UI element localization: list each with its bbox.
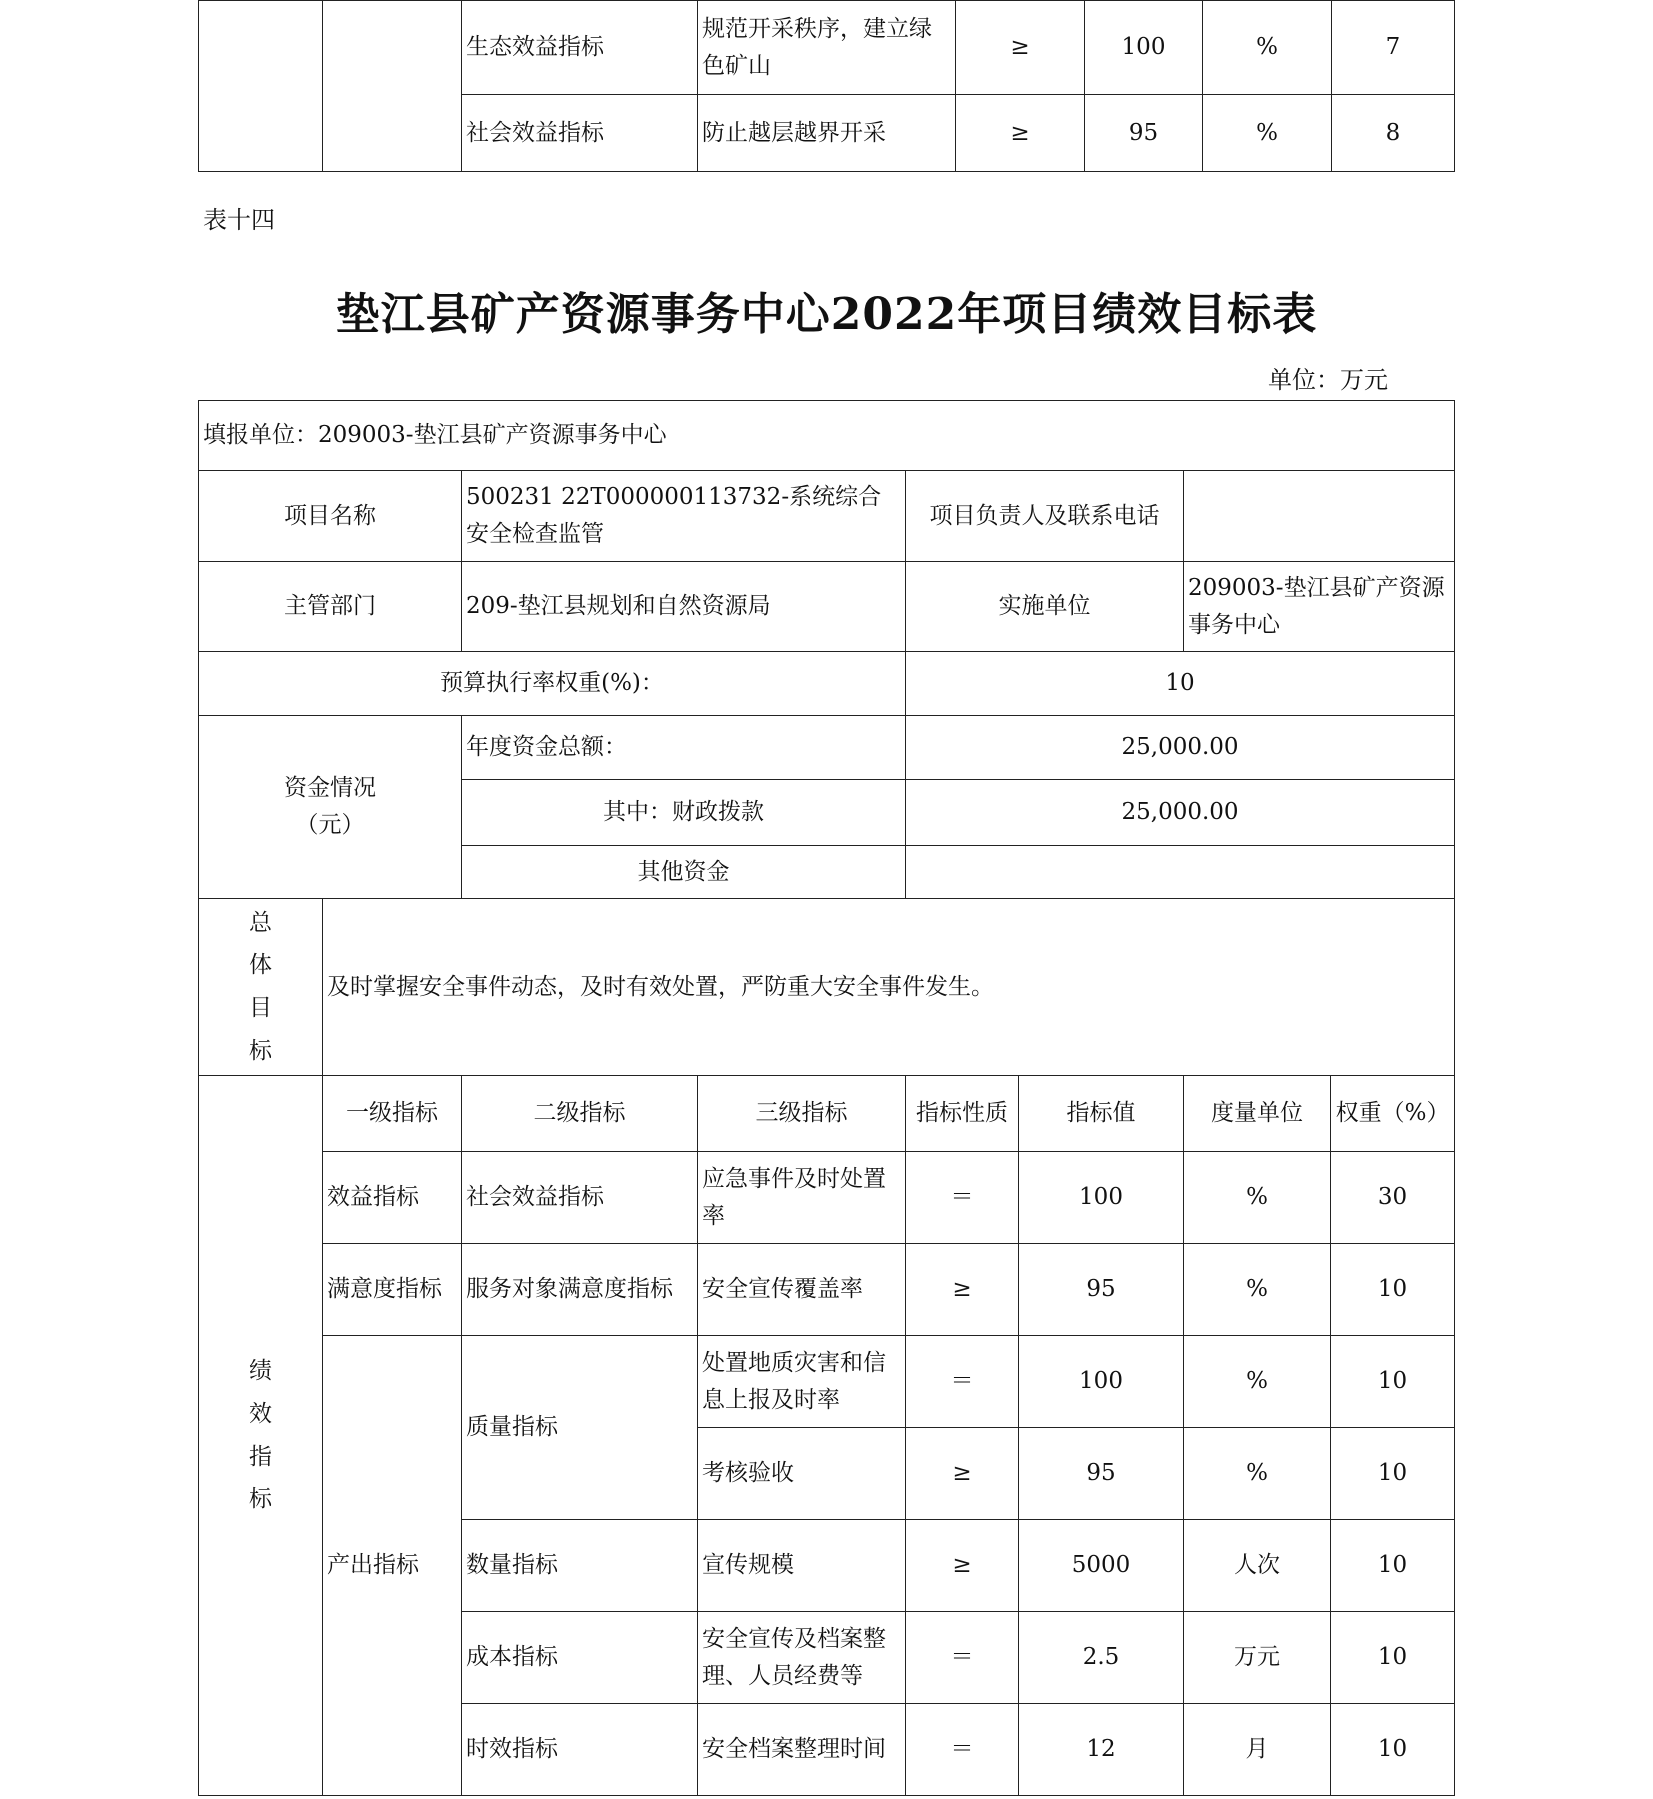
header-level2: 二级指标 bbox=[462, 1076, 698, 1152]
table-row bbox=[199, 899, 1455, 1076]
weight-cell: 30 bbox=[1331, 1152, 1455, 1244]
impl-value: 209003-垫江县矿产资源事务中心 bbox=[1184, 562, 1455, 652]
project-name-label: 项目名称 bbox=[199, 471, 462, 562]
budget-rate-value: 10 bbox=[906, 652, 1455, 716]
fiscal-funds-label: 其中：财政拨款 bbox=[462, 780, 906, 846]
nature-cell: ≥ bbox=[956, 1, 1085, 95]
unit-cell: 人次 bbox=[1184, 1520, 1331, 1612]
empty-cell bbox=[323, 1, 462, 172]
weight-cell: 10 bbox=[1331, 1428, 1455, 1520]
header-unit: 度量单位 bbox=[1184, 1076, 1331, 1152]
level1-cell: 满意度指标 bbox=[323, 1244, 462, 1336]
weight-cell: 10 bbox=[1331, 1336, 1455, 1428]
weight-cell: 7 bbox=[1332, 1, 1455, 95]
unit-cell: 月 bbox=[1184, 1704, 1331, 1796]
dept-label: 主管部门 bbox=[199, 562, 462, 652]
value-cell: 5000 bbox=[1019, 1520, 1184, 1612]
header-weight: 权重（%） bbox=[1331, 1076, 1455, 1152]
level3-cell: 安全档案整理时间 bbox=[698, 1704, 906, 1796]
table-row bbox=[199, 1244, 1455, 1336]
performance-target-table bbox=[198, 400, 1455, 1796]
weight-cell: 10 bbox=[1331, 1612, 1455, 1704]
leader-value bbox=[1184, 471, 1455, 562]
unit-cell: 万元 bbox=[1184, 1612, 1331, 1704]
value-cell: 2.5 bbox=[1019, 1612, 1184, 1704]
table-number: 表十四 bbox=[203, 206, 275, 234]
project-name: 500231 22T000000113732-系统综合安全检查监管 bbox=[462, 471, 906, 562]
overall-goal-text: 及时掌握安全事件动态，及时有效处置，严防重大安全事件发生。 bbox=[323, 899, 1455, 1076]
table-row bbox=[199, 1, 1455, 95]
nature-cell: ＝ bbox=[906, 1152, 1019, 1244]
value-cell: 100 bbox=[1085, 1, 1203, 95]
funds-label-line2: （元） bbox=[295, 812, 365, 838]
weight-cell: 10 bbox=[1331, 1244, 1455, 1336]
impl-label: 实施单位 bbox=[906, 562, 1184, 652]
value-cell: 95 bbox=[1019, 1244, 1184, 1336]
funds-label-line1: 资金情况 bbox=[284, 775, 376, 802]
nature-cell: ≥ bbox=[906, 1520, 1019, 1612]
table-row bbox=[199, 562, 1455, 652]
level3-cell: 处置地质灾害和信息上报及时率 bbox=[698, 1336, 906, 1428]
table-row bbox=[199, 1152, 1455, 1244]
nature-cell: ＝ bbox=[906, 1704, 1019, 1796]
table-row bbox=[199, 471, 1455, 562]
level2-cell: 数量指标 bbox=[462, 1520, 698, 1612]
unit-cell: % bbox=[1203, 1, 1332, 95]
level3-cell: 考核验收 bbox=[698, 1428, 906, 1520]
header-level3: 三级指标 bbox=[698, 1076, 906, 1152]
page-title: 垫江县矿产资源事务中心2022年项目绩效目标表 bbox=[335, 289, 1318, 340]
value-cell: 12 bbox=[1019, 1704, 1184, 1796]
unit-cell: % bbox=[1184, 1244, 1331, 1336]
nature-cell: ≥ bbox=[906, 1428, 1019, 1520]
weight-cell: 8 bbox=[1332, 95, 1455, 172]
total-funds-label: 年度资金总额： bbox=[462, 716, 906, 780]
overall-goal-label: 总 体 目 标 bbox=[199, 899, 323, 1076]
level2-cell: 社会效益指标 bbox=[462, 1152, 698, 1244]
level3-cell: 安全宣传及档案整理、人员经费等 bbox=[698, 1612, 906, 1704]
value-cell: 95 bbox=[1019, 1428, 1184, 1520]
table-header-row bbox=[199, 1076, 1455, 1152]
funds-label bbox=[199, 716, 462, 899]
fill-unit: 填报单位：209003-垫江县矿产资源事务中心 bbox=[199, 401, 1455, 471]
unit-cell: % bbox=[1184, 1152, 1331, 1244]
nature-cell: ≥ bbox=[956, 95, 1085, 172]
empty-cell bbox=[199, 1, 323, 172]
continued-table bbox=[198, 0, 1455, 172]
value-cell: 100 bbox=[1019, 1152, 1184, 1244]
level3-cell: 应急事件及时处置率 bbox=[698, 1152, 906, 1244]
level3-cell: 规范开采秩序，建立绿色矿山 bbox=[698, 1, 956, 95]
leader-label: 项目负责人及联系电话 bbox=[906, 471, 1184, 562]
table-row bbox=[199, 1336, 1455, 1428]
header-level1: 一级指标 bbox=[323, 1076, 462, 1152]
unit-cell: % bbox=[1184, 1428, 1331, 1520]
nature-cell: ≥ bbox=[906, 1244, 1019, 1336]
total-funds-value: 25,000.00 bbox=[906, 716, 1455, 780]
value-cell: 100 bbox=[1019, 1336, 1184, 1428]
nature-cell: ＝ bbox=[906, 1336, 1019, 1428]
level2-cell: 生态效益指标 bbox=[462, 1, 698, 95]
header-nature: 指标性质 bbox=[906, 1076, 1019, 1152]
table-row bbox=[199, 401, 1455, 471]
other-funds-value bbox=[906, 846, 1455, 899]
header-value: 指标值 bbox=[1019, 1076, 1184, 1152]
table-row bbox=[199, 716, 1455, 780]
unit-note: 单位：万元 bbox=[1268, 366, 1388, 394]
budget-rate-label: 预算执行率权重(%)： bbox=[199, 652, 906, 716]
table-row bbox=[199, 652, 1455, 716]
nature-cell: ＝ bbox=[906, 1612, 1019, 1704]
level1-cell: 效益指标 bbox=[323, 1152, 462, 1244]
level2-cell: 社会效益指标 bbox=[462, 95, 698, 172]
level3-cell: 安全宣传覆盖率 bbox=[698, 1244, 906, 1336]
fiscal-funds-value: 25,000.00 bbox=[906, 780, 1455, 846]
level1-cell: 产出指标 bbox=[323, 1336, 462, 1796]
level3-cell: 防止越层越界开采 bbox=[698, 95, 956, 172]
level3-cell: 宣传规模 bbox=[698, 1520, 906, 1612]
level2-cell: 成本指标 bbox=[462, 1612, 698, 1704]
value-cell: 95 bbox=[1085, 95, 1203, 172]
unit-cell: % bbox=[1203, 95, 1332, 172]
other-funds-label: 其他资金 bbox=[462, 846, 906, 899]
weight-cell: 10 bbox=[1331, 1704, 1455, 1796]
dept-value: 209-垫江县规划和自然资源局 bbox=[462, 562, 906, 652]
weight-cell: 10 bbox=[1331, 1520, 1455, 1612]
level2-cell: 质量指标 bbox=[462, 1336, 698, 1520]
level2-cell: 时效指标 bbox=[462, 1704, 698, 1796]
unit-cell: % bbox=[1184, 1336, 1331, 1428]
perf-indicator-label: 绩 效 指 标 bbox=[199, 1076, 323, 1796]
level2-cell: 服务对象满意度指标 bbox=[462, 1244, 698, 1336]
